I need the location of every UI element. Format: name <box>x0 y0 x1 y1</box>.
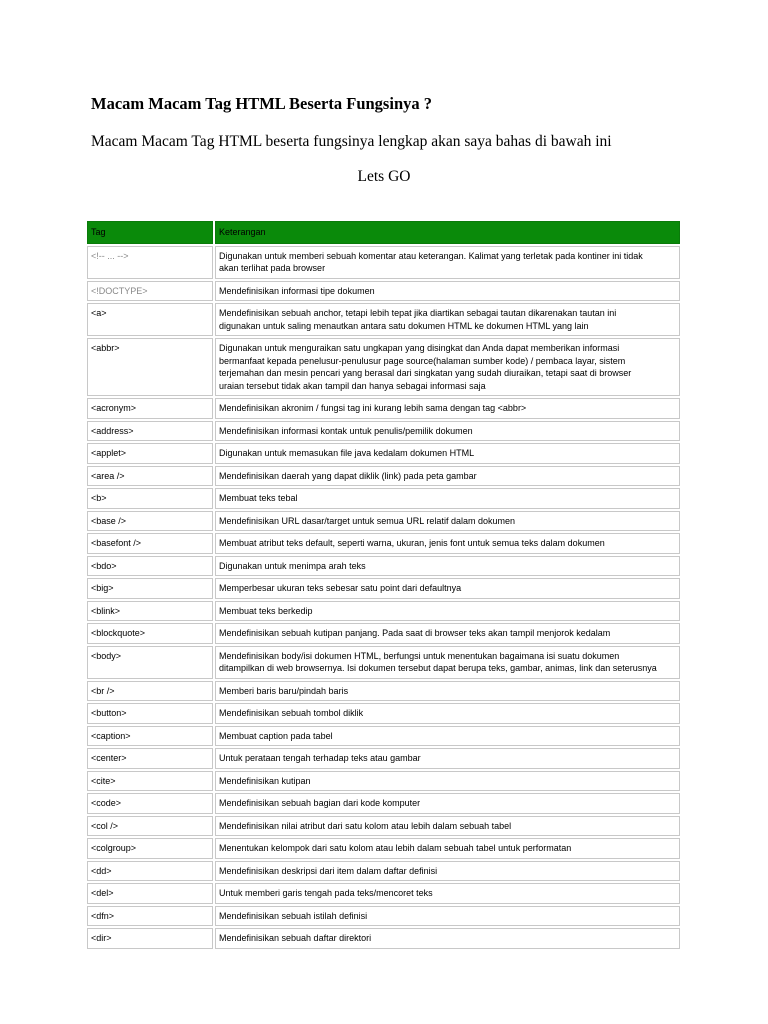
row-description <box>215 646 680 679</box>
table-row <box>87 443 680 464</box>
description-line: Membuat teks tebal <box>219 493 298 503</box>
table-header-row <box>87 221 680 244</box>
row-description <box>215 861 680 882</box>
description-line: Mendefinisikan sebuah daftar direktori <box>219 933 372 943</box>
page-title: Macam Macam Tag HTML Beserta Fungsinya ? <box>91 94 432 113</box>
row-description <box>215 623 680 644</box>
row-description <box>215 556 680 577</box>
table-row <box>87 623 680 644</box>
description-line: ditampilkan di web browsernya. Isi dokumen tersebut dapat berupa teks, gambar, animas, link dan seterusnya <box>219 663 657 673</box>
description-line: terjemahan dan mesin pencari yang berasal dari singkatan yang sudah diuraikan, tetapi saat di browser <box>219 368 632 378</box>
row-description <box>215 443 680 464</box>
row-tag: <button> <box>87 703 213 724</box>
table-row <box>87 838 680 859</box>
row-tag: <colgroup> <box>87 838 213 859</box>
description-line: digunakan untuk saling menautkan antara satu dokumen HTML ke dokumen HTML yang lain <box>219 320 589 331</box>
row-description <box>215 816 680 837</box>
table-row <box>87 421 680 442</box>
row-tag: <blink> <box>87 601 213 622</box>
row-tag: <del> <box>87 883 213 904</box>
description-line: Mendefinisikan sebuah anchor, tetapi lebih tepat jika diartikan sebagai tautan dikarenakan tautan ini <box>219 308 617 318</box>
description-line: Untuk memberi garis tengah pada teks/mencoret teks <box>219 888 433 898</box>
description-line: Mendefinisikan kutipan <box>219 775 311 786</box>
description-line: Mendefinisikan sebuah istilah definisi <box>219 910 368 921</box>
table-row <box>87 883 680 904</box>
description-line: Untuk perataan tengah terhadap teks atau gambar <box>219 753 421 763</box>
table-row <box>87 303 680 336</box>
description-line: uraian tersebut tidak akan tampil dan hanya sebagai informasi saja <box>219 380 486 391</box>
table-row <box>87 906 680 927</box>
row-description <box>215 601 680 622</box>
table-row <box>87 488 680 509</box>
table-body <box>87 246 680 949</box>
description-line: Memperbesar ukuran teks sebesar satu point dari defaultnya <box>219 583 462 593</box>
row-tag: <address> <box>87 421 213 442</box>
row-description <box>215 533 680 554</box>
description-line: Digunakan untuk menguraikan satu ungkapan yang disingkat dan Anda dapat memberikan informasi <box>219 343 620 353</box>
row-description <box>215 466 680 487</box>
description-line: Mendefinisikan daerah yang dapat diklik (link) pada peta gambar <box>219 470 477 481</box>
table-row <box>87 511 680 532</box>
row-description <box>215 838 680 859</box>
description-line: Membuat teks berkedip <box>219 605 313 616</box>
row-description <box>215 338 680 396</box>
table-row <box>87 601 680 622</box>
table-row <box>87 578 680 599</box>
table-row <box>87 398 680 419</box>
row-tag: <b> <box>87 488 213 509</box>
row-tag: <abbr> <box>87 338 213 396</box>
intro-paragraph: Macam Macam Tag HTML beserta fungsinya lengkap akan saya bahas di bawah ini <box>91 133 612 150</box>
row-tag: <a> <box>87 303 213 336</box>
row-tag: <!-- ... --> <box>87 246 213 279</box>
row-tag: <br /> <box>87 681 213 702</box>
row-tag: <cite> <box>87 771 213 792</box>
description-line: Mendefinisikan deskripsi dari item dalam daftar definisi <box>219 865 438 876</box>
description-line: Mendefinisikan sebuah bagian dari kode komputer <box>219 798 421 808</box>
table-row <box>87 793 680 814</box>
table-row <box>87 748 680 769</box>
description-line: Mendefinisikan nilai atribut dari satu kolom atau lebih dalam sebuah tabel <box>219 820 512 831</box>
row-tag: <center> <box>87 748 213 769</box>
description-line: Membuat caption pada tabel <box>219 730 333 741</box>
row-description <box>215 906 680 927</box>
row-tag: <dir> <box>87 928 213 949</box>
row-tag: <base /> <box>87 511 213 532</box>
row-tag: <bdo> <box>87 556 213 577</box>
table-row <box>87 556 680 577</box>
row-description <box>215 246 680 279</box>
row-description <box>215 928 680 949</box>
row-tag: <caption> <box>87 726 213 747</box>
description-line: Mendefinisikan sebuah tombol diklik <box>219 708 364 718</box>
row-tag: <area /> <box>87 466 213 487</box>
row-tag: <acronym> <box>87 398 213 419</box>
row-description <box>215 748 680 769</box>
description-line: akan terlihat pada browser <box>219 263 326 273</box>
row-description <box>215 398 680 419</box>
row-description <box>215 703 680 724</box>
description-line: Menentukan kelompok dari satu kolom atau lebih dalam sebuah tabel untuk performatan <box>219 843 572 853</box>
row-description <box>215 421 680 442</box>
table-row <box>87 816 680 837</box>
row-tag: <body> <box>87 646 213 679</box>
tag-table <box>85 219 682 951</box>
lets-go-text: Lets GO <box>357 168 411 185</box>
row-description <box>215 771 680 792</box>
table-row <box>87 681 680 702</box>
row-description <box>215 511 680 532</box>
row-tag: <blockquote> <box>87 623 213 644</box>
description-line: bermanfaat kepada penelusur-penulusur page source(halaman sumber kode) / pembaca layar, sistem <box>219 355 626 366</box>
description-line: Digunakan untuk menimpa arah teks <box>219 560 366 571</box>
table-row <box>87 646 680 679</box>
description-line: Mendefinisikan akronim / fungsi tag ini kurang lebih sama dengan tag <abbr> <box>219 403 527 413</box>
row-tag: <dd> <box>87 861 213 882</box>
row-tag: <dfn> <box>87 906 213 927</box>
table-row <box>87 338 680 396</box>
row-description <box>215 578 680 599</box>
row-tag: <col /> <box>87 816 213 837</box>
row-tag: <!DOCTYPE> <box>87 281 213 302</box>
description-line: Membuat atribut teks default, seperti warna, ukuran, jenis font untuk semua teks dalam dokumen <box>219 538 605 548</box>
table-row <box>87 726 680 747</box>
table-row <box>87 466 680 487</box>
row-tag: <applet> <box>87 443 213 464</box>
header-tag: Tag <box>87 221 213 244</box>
table-row <box>87 703 680 724</box>
table-row <box>87 246 680 279</box>
table-row <box>87 861 680 882</box>
header-keterangan: Keterangan <box>215 221 680 244</box>
table-row <box>87 771 680 792</box>
row-description <box>215 488 680 509</box>
description-line: Mendefinisikan sebuah kutipan panjang. Pada saat di browser teks akan tampil menjorok kedalam <box>219 628 611 638</box>
row-description <box>215 303 680 336</box>
description-line: Mendefinisikan informasi kontak untuk penulis/pemilik dokumen <box>219 425 473 436</box>
row-description <box>215 281 680 302</box>
row-tag: <big> <box>87 578 213 599</box>
table-row <box>87 281 680 302</box>
description-line: Mendefinisikan URL dasar/target untuk semua URL relatif dalam dokumen <box>219 515 515 526</box>
row-description <box>215 681 680 702</box>
row-tag: <basefont /> <box>87 533 213 554</box>
row-description <box>215 883 680 904</box>
description-line: Mendefinisikan body/isi dokumen HTML, berfungsi untuk menentukan bagaimana isi suatu dokumen <box>219 650 620 661</box>
description-line: Memberi baris baru/pindah baris <box>219 685 349 696</box>
row-description <box>215 726 680 747</box>
table-row <box>87 928 680 949</box>
table-row <box>87 533 680 554</box>
row-tag: <code> <box>87 793 213 814</box>
description-line: Digunakan untuk memasukan file java kedalam dokumen HTML <box>219 448 475 458</box>
row-description <box>215 793 680 814</box>
description-line: Digunakan untuk memberi sebuah komentar atau keterangan. Kalimat yang terletak pada kontiner ini tidak <box>219 250 643 261</box>
description-line: Mendefinisikan informasi tipe dokumen <box>219 285 375 296</box>
